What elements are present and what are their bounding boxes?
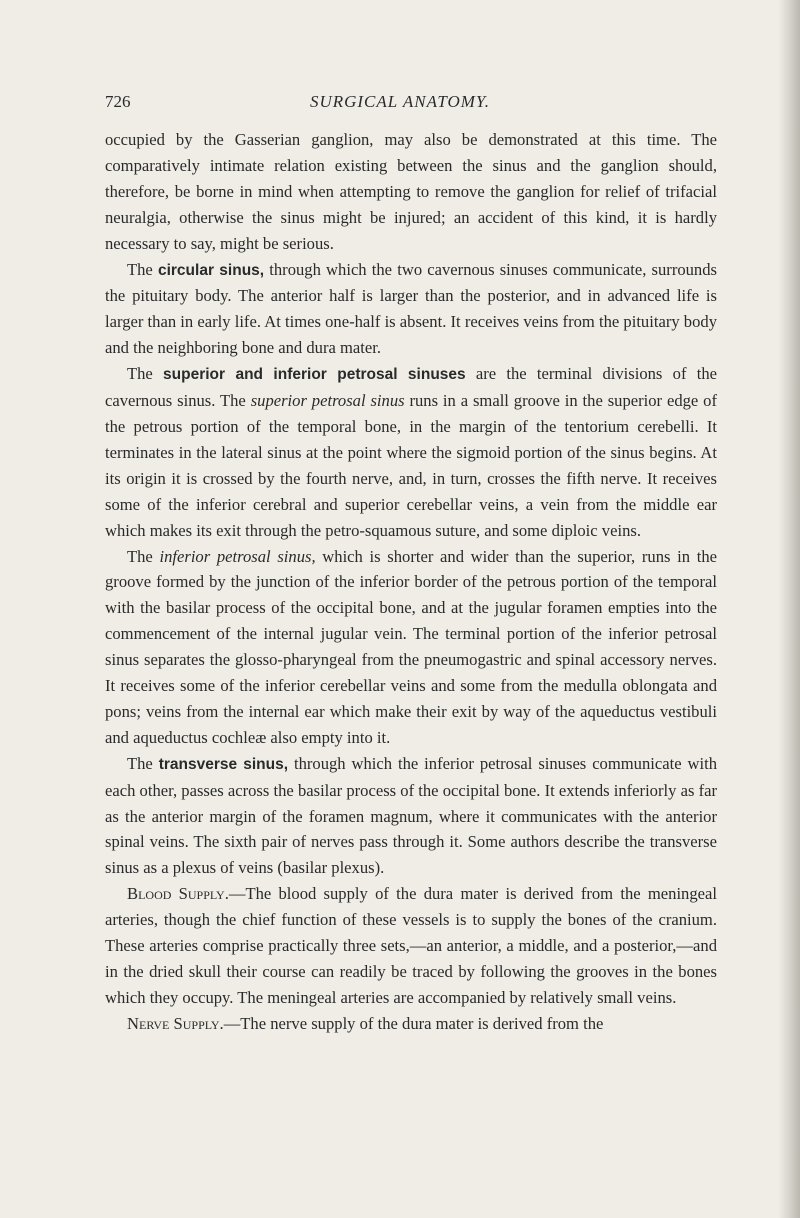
paragraph-circular-sinus: The circular sinus, through which the two cavernous sinuses communicate, surrounds the pituitary body. The anterior half is larger than the posterior, and in advanced life is larger than in early life. At times one-half is absent. It receives veins from the pituitary body and the neighboring bone and dura mater. (105, 259, 717, 358)
heading-blood-supply: Blood Supply. (127, 884, 229, 904)
term-petrosal-sinuses: superior and inferior petrosal sinuses (163, 366, 466, 384)
paragraph-blood-supply: Blood Supply.—The blood supply of the dura mater is derived from the meningeal arteries, though the chief function of these vessels is to supply the bones of the cranium. These arteries comprise practically three sets,—an anterior, a middle, and a posterior,—and in the dried skull their course can readily be traced by following the grooves in the bones which they occupy. The meningeal arteries are accompanied by relatively small veins. (105, 884, 717, 1007)
heading-nerve-supply: Nerve Supply. (127, 1013, 224, 1033)
paragraph-inferior-petrosal: The inferior petrosal sinus, which is shorter and wider than the superior, runs in the groove formed by the junction of the inferior border of the petrous portion of the temporal with the basilar process of the occipital bone, and at the jugular foramen empties into the commencement of the internal jugular vein. The terminal portion of the inferior petrosal sinus separates the glosso-pharyngeal from the pneumogastric and spinal accessory nerves. It receives some of the inferior cerebellar veins and some from the medulla oblongata and pons; veins from the internal ear which make their exit by way of the aqueductus vestibuli and aqueductus cochleæ also empty into it. (105, 546, 718, 747)
running-head: SURGICAL ANATOMY. (309, 92, 491, 111)
term-circular-sinus: circular sinus, (157, 261, 265, 279)
italic-superior-petrosal: superior petrosal sinus (250, 391, 405, 411)
paragraph-gasserian: occupied by the Gasserian ganglion, may also be demonstrated at this time. The comparatively intimate relation existing between the sinus and the ganglion should, therefore, be borne in mind when attempting to remove the ganglion for relief of trifacial neuralgia, otherwise the sinus might be injured; an accident of this kind, it is hardly necessary to say, might be serious. (105, 130, 717, 253)
page-number: 726 (105, 92, 131, 111)
paragraph-petrosal-sinuses: The superior and inferior petrosal sinuses are the terminal divisions of the cavernous sinus. The superior petrosal sinus runs in a small groove in the superior edge of the petrous portion of the temporal bone, in the margin of the tentorium cerebelli. It terminates in the lateral sinus at the point where the sigmoid portion of the sinus begins. At its origin it is crossed by the fourth nerve, and, in turn, crosses the fifth nerve. It receives some of the inferior cerebral and superior cerebellar veins, a vein from the middle ear which makes its exit through the petro-squamous suture, and some diploic veins. (105, 364, 717, 540)
term-transverse-sinus: transverse sinus, (158, 755, 289, 773)
paragraph-transverse-sinus: The transverse sinus, through which the inferior petrosal sinuses communicate with each other, passes across the basilar process of the occipital bone. It extends inferiorly as far as the anterior margin of the foramen magnum, where it communicates with the anterior spinal veins. The sixth pair of nerves pass through it. Some authors describe the transverse sinus as a plexus of veins (basilar plexus). (105, 753, 718, 878)
page-body (105, 127, 717, 1037)
paragraph-nerve-supply: Nerve Supply.—The nerve supply of the dura mater is derived from the (127, 1013, 604, 1033)
page-edge-shadow (778, 0, 800, 1218)
page-header (0, 92, 800, 114)
italic-inferior-petrosal: inferior petrosal sinus, (159, 546, 316, 566)
